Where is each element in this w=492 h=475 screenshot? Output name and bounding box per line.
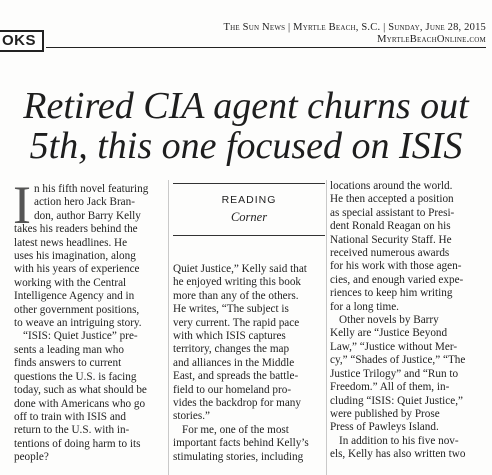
article-line: people? <box>14 451 49 464</box>
reading-corner-title: Corner <box>230 210 268 224</box>
article-line: National Security Staff. He <box>330 233 452 246</box>
article-line: return to the U.S. with in- <box>14 424 130 437</box>
article-line: vides the backdrop for many <box>173 397 301 410</box>
article-line: Intelligence Agency and in <box>14 290 135 303</box>
article-line: done with Americans who go <box>14 397 146 410</box>
article-line: received numerous awards <box>330 247 450 260</box>
article-line: finds answers to current <box>14 357 122 370</box>
masthead-rule <box>46 47 486 48</box>
article-line: dent Ronald Reagan on his <box>330 220 451 233</box>
article-line: he enjoyed writing this book <box>173 276 302 289</box>
column-divider-2 <box>326 180 327 475</box>
article-line: cies, and enough varied expe- <box>330 273 464 286</box>
article-line: don, author Barry Kelly <box>34 209 141 222</box>
article-line: cy,” “Shades of Justice,” “The <box>330 354 466 367</box>
article-line: He writes, “The subject is <box>173 303 289 316</box>
article-line: els, Kelly has also written two <box>330 448 466 461</box>
article-line: other government positions, <box>14 303 140 316</box>
column-divider-1 <box>168 180 169 475</box>
article-line: today, such as what should be <box>14 384 147 397</box>
article-line: and alliances in the Middle <box>173 356 295 369</box>
article-line: Kelly are “Justice Beyond <box>330 327 448 340</box>
article-line: action hero Jack Bran- <box>34 196 135 209</box>
article-line: were published by Prose <box>330 407 440 420</box>
article-line: more than any of the others. <box>173 289 299 302</box>
article-line: Freedom.” All of them, in- <box>330 381 450 394</box>
article-column-3 <box>330 180 484 462</box>
article-line: “ISIS: Quiet Justice” pre- <box>23 330 138 343</box>
article-line: He then accepted a position <box>330 193 454 206</box>
article-line: sents a leading man who <box>14 343 124 356</box>
article-column-2 <box>173 263 325 464</box>
article-line: Justice Trilogy” and “Run to <box>330 367 459 380</box>
masthead-website: MyrtleBeachOnline.com <box>377 34 486 45</box>
section-label: OKS <box>0 30 44 52</box>
article-line: takes his readers behind the <box>14 223 138 236</box>
reading-corner-kicker: READING <box>221 194 277 206</box>
article-line: stories.” <box>173 410 210 423</box>
article-line: off to train with ISIS and <box>14 410 126 423</box>
article-line: with his years of experience <box>14 263 140 276</box>
article-line: working with the Central <box>14 276 127 289</box>
headline-line-2: 5th, this one focused on ISIS <box>29 125 463 167</box>
article-line: n his fifth novel featuring <box>34 183 149 195</box>
article-line: East, and spreads the battle- <box>173 370 299 383</box>
article-line: with which ISIS captures <box>173 330 286 343</box>
article-line: Quiet Justice,” Kelly said that <box>173 263 307 275</box>
drop-cap: I <box>13 175 31 235</box>
masthead-dateline: The Sun News | Myrtle Beach, S.C. | Sunday, June 28, 2015 <box>223 22 486 33</box>
reading-corner-rule <box>173 235 325 236</box>
article-line: territory, changes the map <box>173 343 290 356</box>
article-line: uses his imagination, along <box>14 250 136 263</box>
article-line: important facts behind Kelly’s <box>173 437 309 450</box>
article-line: latest news headlines. He <box>14 236 128 249</box>
article-line: questions the U.S. is facing <box>14 370 137 383</box>
headline-line-1: Retired CIA agent churns out <box>23 85 469 127</box>
article-line: Other novels by Barry <box>339 314 439 327</box>
article-line: field to our homeland pro- <box>173 383 292 396</box>
article-line: cluding “ISIS: Quiet Justice,” <box>330 394 463 407</box>
article-line: tentions of doing harm to its <box>14 437 141 450</box>
article-line: For me, one of the most <box>182 423 289 436</box>
article-line: Press of Pawleys Island. <box>330 421 439 434</box>
article-column-1 <box>14 183 166 465</box>
article-line: locations around the world. <box>330 180 453 192</box>
article-line: as special assistant to Presi- <box>330 206 455 219</box>
article-line: for his work with those agen- <box>330 260 462 273</box>
article-line: Law,” “Justice without Mer- <box>330 340 458 353</box>
article-line: very current. The rapid pace <box>173 316 300 329</box>
article-line: to weave an intriguing story. <box>14 317 142 330</box>
article-line: stimulating stories, including <box>173 450 304 463</box>
article-line: riences to keep him writing <box>330 287 453 300</box>
article-line: In addition to his five nov- <box>339 434 459 447</box>
article-line: for a long time. <box>330 300 399 313</box>
